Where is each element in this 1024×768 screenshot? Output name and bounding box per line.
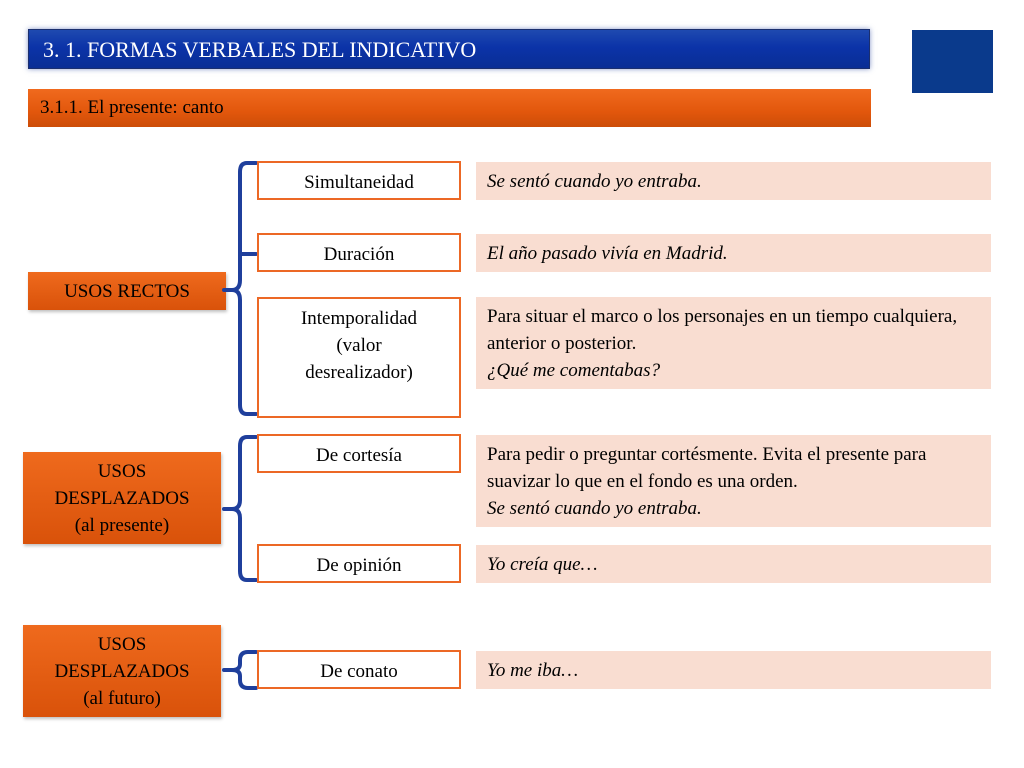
example-italic: Se sentó cuando yo entraba. (487, 171, 702, 192)
brace-usos-rectos (224, 163, 256, 414)
section-subtitle: 3.1.1. El presente: canto (28, 89, 871, 127)
group-label-line: DESPLAZADOS (54, 487, 190, 509)
example-italic: El año pasado vivía en Madrid. (487, 243, 728, 264)
example-intemporalidad (476, 297, 991, 389)
example-italic: Yo creía que… (487, 554, 598, 575)
brace-usos-desplazados-futuro (224, 652, 256, 688)
group-label-line: USOS (97, 460, 147, 482)
category-de-opinion (257, 544, 461, 583)
example-italic: Yo me iba… (487, 660, 579, 681)
category-label: De cortesía (316, 445, 402, 466)
category-label: De opinión (316, 555, 402, 576)
group-label-line: (al presente) (74, 514, 170, 536)
decorative-square (912, 30, 993, 93)
category-intemporalidad (257, 297, 461, 418)
example-duracion (476, 234, 991, 272)
category-label-line: (valor (336, 335, 382, 356)
slide-title: 3. 1. FORMAS VERBALES DEL INDICATIVO (28, 29, 870, 69)
example-italic: Se sentó cuando yo entraba. (487, 498, 702, 519)
category-label-line: Intemporalidad (300, 308, 418, 329)
category-label: De conato (320, 661, 398, 682)
example-text: Para situar el marco o los personajes en un tiempo cualquiera, anterior o posterior. (487, 306, 958, 354)
group-label-line: USOS (97, 633, 147, 655)
category-de-conato (257, 650, 461, 689)
category-duracion (257, 233, 461, 272)
example-de-conato (476, 651, 991, 689)
category-label-line: desrealizador) (305, 362, 413, 383)
category-label: Duración (323, 244, 395, 265)
group-usos-desplazados-futuro (23, 625, 221, 717)
group-usos-desplazados-presente (23, 452, 221, 544)
example-de-opinion (476, 545, 991, 583)
group-usos-rectos (28, 272, 226, 310)
example-italic: ¿Qué me comentabas? (487, 360, 661, 381)
group-label-line: USOS RECTOS (64, 280, 190, 302)
group-label-line: DESPLAZADOS (54, 660, 190, 682)
group-label-line: (al futuro) (83, 687, 161, 709)
example-simultaneidad (476, 162, 991, 200)
example-text: Para pedir o preguntar cortésmente. Evita el presente para suavizar lo que en el fondo es una orden. (487, 444, 927, 492)
category-simultaneidad (257, 161, 461, 200)
category-label: Simultaneidad (304, 172, 414, 193)
example-de-cortesia (476, 435, 991, 527)
category-de-cortesia (257, 434, 461, 473)
brace-usos-desplazados-presente (224, 437, 256, 580)
